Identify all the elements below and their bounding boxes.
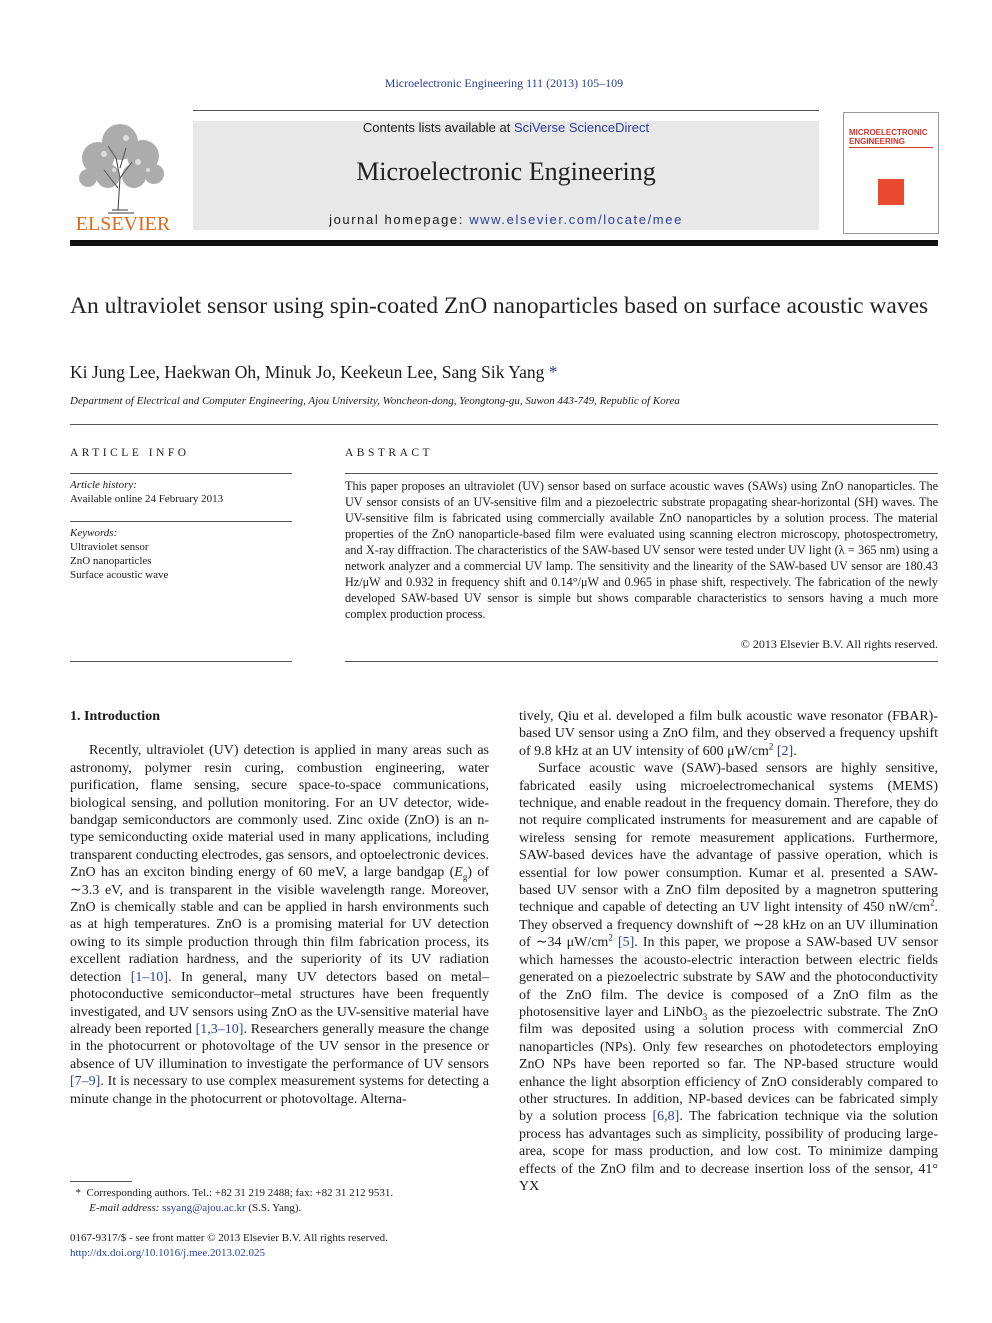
journal-name: Microelectronic Engineering xyxy=(356,157,656,186)
journal-homepage xyxy=(193,212,819,227)
citation-link[interactable]: [6,8] xyxy=(652,1109,680,1125)
keywords-label: Keywords: xyxy=(70,527,118,539)
homepage-prefix: journal homepage: xyxy=(329,212,470,227)
citation-link[interactable]: [1,3–10] xyxy=(195,1021,244,1037)
contents-prefix: Contents lists available at xyxy=(362,120,514,135)
section-heading: 1. Introduction xyxy=(70,709,160,724)
citation-link[interactable]: [7–9] xyxy=(70,1074,101,1090)
abstract-heading: ABSTRACT xyxy=(345,447,434,459)
copyright-notice: © 2013 Elsevier B.V. All rights reserved. xyxy=(740,637,938,651)
body-paragraph: tively, Qiu et al. developed a film bulk acoustic wave resonator (FBAR)-based UV sensor using a ZnO film, and they observed a frequency upshift of 9.8 kHz at an UV intensity of 600 $\mu W/cm^2$ [2]. xyxy=(519,709,938,759)
header-thick-rule xyxy=(70,240,938,246)
body-column-left xyxy=(70,708,489,1108)
keyword-item: ZnO nanoparticles xyxy=(70,555,152,567)
doi-link[interactable]: http://dx.doi.org/10.1016/j.mee.2013.02.025 xyxy=(70,1247,266,1259)
header-top-rule xyxy=(193,110,819,111)
citation-link[interactable]: [2] xyxy=(776,743,794,759)
citation-link[interactable]: [5] xyxy=(617,935,635,951)
corresponding-author-mark[interactable]: * xyxy=(548,362,558,382)
contents-line xyxy=(193,120,819,135)
elsevier-tree-icon xyxy=(68,118,178,236)
article-history-label: Article history: xyxy=(70,479,137,491)
elsevier-logo[interactable] xyxy=(68,118,178,236)
body-paragraph: Recently, ultraviolet (UV) detection is applied in many areas such as astronomy, polymer resin curing, combustion engineering, water purification, flame sensing, secure space-to-space communications, biological sensing, and pollution monitoring. For an UV detector, wide-bandgap semiconductors are commonly used. Zinc oxide (ZnO) is an n-type semiconducting oxide material used in many applications, including transparent conducting electrodes, gas sensors, and optoelectronic devices. ZnO has an exciton binding energy of 60 meV, a large bandgap $(E_g)$ of ∼3.3 eV, and is transparent in the visible wavelength range. Moreover, ZnO is chemically stable and can be applied in harsh environments such as at high temperatures. ZnO is a promising material for UV detection owing to its simple production through thin film fabrication process, its excellent radiation hardness, and the superiority of its UV radiation detection [1–10]. In general, many UV detectors based on metal–photoconductive semiconductor–metal structures have been frequently investigated, and UV sensors using ZnO as the UV-sensitive material have already been reported [1,3–10]. Researchers generally measure the change in the photocurrent or photovoltage of the UV sensor in the presence or absence of UV illumination to investigate the performance of UV sensors [7–9]. It is necessary to use complex measurement systems for detecting a minute change in the photocurrent or photovoltage. Alterna- xyxy=(70,743,489,1107)
keywords-list xyxy=(70,540,168,582)
journal-reference-link[interactable]: Microelectronic Engineering 111 (2013) 105–109 xyxy=(384,76,624,90)
email-link[interactable]: ssyang@ajou.ac.kr xyxy=(162,1202,246,1214)
divider-rule xyxy=(70,521,292,522)
divider-rule xyxy=(70,473,292,474)
divider-rule xyxy=(345,473,938,474)
divider-rule xyxy=(345,661,938,662)
email-footnote: E-mail address: ssyang@ajou.ac.kr (S.S. Yang). xyxy=(89,1202,302,1214)
affiliation: Department of Electrical and Computer Engineering, Ajou University, Woncheon-dong, Yeongtong-gu, Suwon 443-749, Republic of Korea xyxy=(70,395,680,407)
sciencedirect-link[interactable]: SciVerse ScienceDirect xyxy=(513,120,650,135)
citation-link[interactable]: [1–10] xyxy=(130,969,169,985)
body-column-right xyxy=(519,708,938,1195)
front-matter xyxy=(70,1231,388,1261)
cover-image xyxy=(844,113,938,233)
keyword-item: Ultraviolet sensor xyxy=(70,541,149,553)
corresponding-author-footnote: * Corresponding authors. Tel.: +82 31 219 2488; fax: +82 31 212 9531. xyxy=(75,1187,394,1199)
journal-cover-thumbnail[interactable] xyxy=(843,112,939,234)
divider-rule xyxy=(70,661,292,662)
article-title: An ultraviolet sensor using spin-coated ZnO nanoparticles based on surface acoustic waves xyxy=(70,293,929,319)
abstract-text: This paper proposes an ultraviolet (UV) sensor based on surface acoustic waves (SAWs) using ZnO nanoparticles. The UV sensor consists of an UV-sensitive film and a piezoelectric substrate propagating shear-horizontal (SH) waves. The UV-sensitive film is fabricated using commercially available ZnO nanoparticles by a solution process. The material properties of the ZnO nanoparticle-based film were evaluated using scanning electron microscopy, photospectrometry, and X-ray diffraction. The characteristics of the SAW-based UV sensor were tested under UV light (λ = 365 nm) using a network analyzer and a commercial UV lamp. The sensitivity and the linearity of the SAW-based UV sensor are 180.43 Hz/μW and 0.932 in frequency shift and 0.14°/μW and 0.965 in phase shift, respectively. The fabrication of the newly developed SAW-based UV sensor is simple but shows comparable characteristics to sensors having a much more complex production process. xyxy=(345,479,938,621)
issn-line: 0167-9317/$ - see front matter © 2013 Elsevier B.V. All rights reserved. xyxy=(70,1232,388,1244)
publisher-name: ELSEVIER xyxy=(75,213,171,235)
homepage-link[interactable]: www.elsevier.com/locate/mee xyxy=(469,212,683,227)
article-info-heading: ARTICLE INFO xyxy=(70,447,190,459)
divider-rule xyxy=(70,424,938,425)
footnotes xyxy=(70,1186,393,1216)
cover-title-line1: MICROELECTRONIC xyxy=(849,128,928,137)
authors-text: Ki Jung Lee, Haekwan Oh, Minuk Jo, Keekeun Lee, Sang Sik Yang xyxy=(70,362,545,382)
cover-title-line2: ENGINEERING xyxy=(849,137,906,146)
cover-artwork xyxy=(878,179,904,205)
article-history-value: Available online 24 February 2013 xyxy=(70,493,224,505)
body-paragraph: Surface acoustic wave (SAW)-based sensors are highly sensitive, fabricated easily using microelectromechanical systems (MEMS) technique, and enable readout in the frequency domain. Therefore, they do not require complicated instruments for measurement and are capable of wireless sensing for remote measurement applications. Furthermore, SAW-based devices have the advantage of passive operation, which is essential for low power consumption. Kumar et al. presented a SAW-based UV sensor with a ZnO film deposited by a magnetron sputtering technique and capable of detecting an UV light intensity of 450 $nW/cm^2$. They observed a frequency downshift of ∼28 kHz on an UV illumination of ∼34 $\mu W/cm^2$ [5]. In this paper, we propose a SAW-based UV sensor which harnesses the acousto-electric interaction between electric fields generated on a piezoelectric substrate by SAW and the photoconductivity of the ZnO film. The device is composed of a ZnO film as the photosensitive layer and LiNbO$_3$ as the piezoelectric substrate. The ZnO film was deposited using a solution process with commercial ZnO nanoparticles (NPs). Only few researches on photodetectors employing ZnO NPs have been reported so far. The NP-based structure would enhance the light absorption efficiency of ZnO considerably compared to other structures. In addition, NP-based devices can be fabricated simply by a solution process [6,8]. The fabrication technique via the solution process has advantages such as simplicity, possibility of producing large-area, scope for mass production, and low cost. To minimize damping effects of the ZnO film and to decrease insertion loss of the sensor, 41° YX xyxy=(519,761,939,1194)
footnote-rule xyxy=(70,1181,132,1182)
keyword-item: Surface acoustic wave xyxy=(70,569,169,581)
author-list xyxy=(70,362,558,383)
